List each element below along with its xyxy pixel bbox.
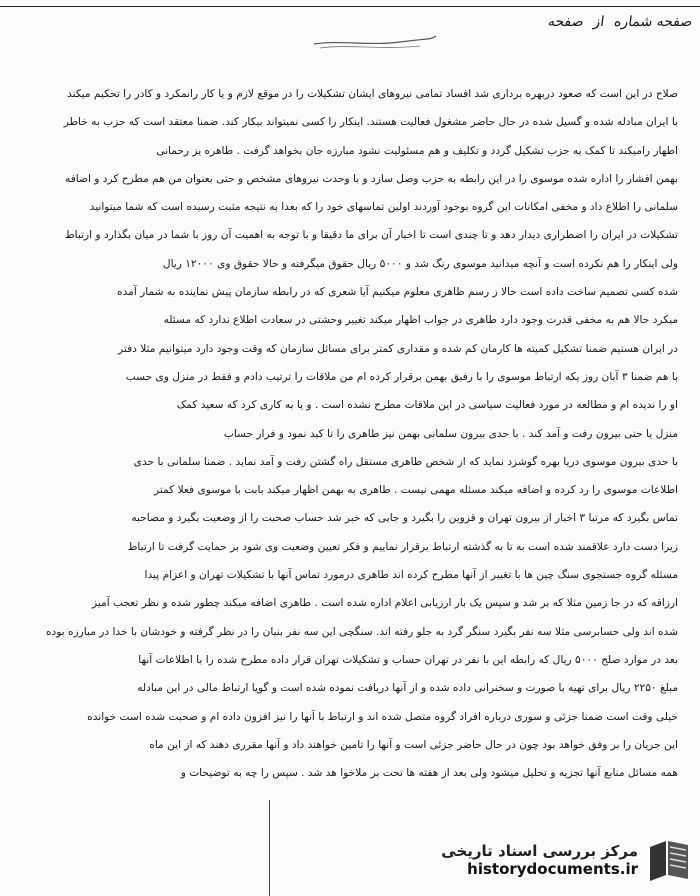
page-total-label: صفحه <box>546 14 585 30</box>
body-line: با هم ضمنا ۳ آبان روز یکه ارتباط موسوی را با رفیق بهمن برقرار کرده ام من ملاقات را ترتیب دادم و فقط در منزل وی حسب <box>125 370 678 383</box>
body-line: بهمن افشار را اداره شده موسوی را در این رابطه به حزب وصل سازد و با وحدت نیروهای مشخص و حتی بعنوان من هم مطرح کرد و اضافه <box>65 172 678 185</box>
body-line: تماس بگیرد که مرتبا ۳ اخبار از بیرون تهران و قزوین را بگیرد و جایی که خبر شد حساب صحبت را از وضعیت بگیرد و مصاحبه <box>131 512 678 525</box>
body-line: مسئله گروه جستجوی سنگ چین ها با تغییر از آنها مطرح کرده اند طاهری درمورد تماس آنها با تشکیلات تهران و اعزام پیدا <box>144 569 678 582</box>
body-line: مبلغ ۲۲۵۰ ریال برای تهیه با صورت و سخنرانی داده شده و از آنها دریافت نموده شده است و گویا ارتباط مالی در این مبادله <box>137 682 678 695</box>
body-line: اطهار رامیکند تا کمک به حزب تشکیل گردد و تکلیف و هم مسئولیت نشود مبارزه جان بخواهد گرفت . طاهره یز رحمانی <box>156 144 678 157</box>
body-line: سلمانی را اطلاع داد و مخفی امکانات این گروه بوجود آوردند اولین تماسهای خود را که بعدا به نتیجه مثبت رسیده است که شما میتوانید <box>89 201 678 214</box>
page-of-label: از <box>592 14 605 30</box>
page-number-label: صفحه شماره <box>612 14 694 30</box>
body-line: شده کسی تصمیم ساخت داده است حالا ز رسم ظاهری معلوم میکنیم آیا شعری که در رابطه سازمان پیش نماینده به شمار آمده <box>117 286 678 299</box>
body-line: بعد در موارد صلح ۵۰۰۰ ریال که رابطه این با نفر در تهران حساب و تشکیلات تهران قرار داده مطرح شده را با اطلاعات آنها <box>138 653 678 666</box>
body-line: اطلاعات موسوی را رد کرده و اضافه میکند مسئله مهمی نیست . طاهری به بهمن اظهار میکند بابت با موسوی فعلا کمتر <box>154 484 678 497</box>
body-line: ولی اینکار را هم نکرده است و آنچه میدانید موسوی رنگ شد و ۵۰۰۰ ریال حقوق میگرفته و حالا حقوق وی ۱۲۰۰۰ ریال <box>162 257 678 270</box>
watermark <box>434 830 694 890</box>
body-line: صلاح در این است که صعود دربهره برداری شد افساد تمامی نیروهای ایشان تشکیلات را در موقع لازم و یا کار رانمکرد و کادر را تحکیم میکند <box>67 88 678 100</box>
page-header <box>547 14 694 30</box>
body-line: ارزاقه که در جا زمین مثلا که بر شد و سپس یک بار ارزیابی اعلام اداره شده است . طاهری اضافه میکند چطور شده و نظر تعجب آمیز <box>92 597 678 610</box>
book-logo-icon <box>644 835 694 885</box>
page-top-rule <box>0 6 700 7</box>
body-line: همه مسائل منابع آنها تجزیه و تحلیل میشود ولی بعد از هفته ها تحت بر ملاخوا هد شد . سپس را چه به توضیحات و <box>180 767 678 780</box>
body-line: میکرد حالا هم به مخفی قدرت وجود دارد طاهری در جواب اظهار میکند تغییر وحشتی در سعادت اطلاع ندارد که مسئله <box>163 314 678 327</box>
body-line: در ایران هستیم ضمنا تشکیل کمیته ها کارمان کم شده و مقداری کمتر برای مسائل سازمان که وقت وجود دارد میتوانیم مثلا دفتر <box>118 342 678 355</box>
watermark-org-name: مرکز بررسی اسناد تاریخی <box>441 842 638 860</box>
body-line: خیلی وقت است ضمنا جزئی و سوری درباره افراد گروه متصل شده اند و ارتباط با آنها را نیز افزون داده ام و صحبت شده است خوانده <box>87 710 678 723</box>
body-line: منزل یا حتی بیرون رفت و آمد کند . با حدی بیرون سلمانی بهمن نیز طاهری را تا کید نمود و فرار حساب <box>223 427 678 440</box>
body-line: با حدی بیرون موسوی دریا بهره گوشزد نماید که از شخص طاهری مستقل راه گشتن رفت و آمد نماید . ضمنا سلمانی با حدی <box>133 455 678 468</box>
body-line: تشکیلات در ایران را اضطراری دیدار دهد و تا چندی است تا اخبار آن برای ما دقیقا و با توجه به اهمیت آن روز با شما در میان بگذارد و ارتباط <box>64 229 678 242</box>
handwritten-mark-icon <box>310 22 440 52</box>
document-body <box>18 80 678 787</box>
body-line: شده اند ولی حسابرسی مثلا سه نفر بگیرد سنگر گرد به جلو رفته اند. سنگچی این سه نفر بنیان را در نظر گرفته و خودشان با خدا در مبارزه بوده <box>45 625 678 638</box>
margin-rule <box>269 800 280 896</box>
body-line: او را ندیده ام و مطالعه در مورد فعالیت سیاسی در این ملاقات مطرح نشده است . و یا به کاری کرد که سعید کمک <box>176 399 678 412</box>
body-line: با ایران مبادله شده و گسیل شده در حال حاضر مشغول فعالیت هستند. اینکار را کسی نمیتواند بیکار کند. ضمنا معتقد است که حزب به خاطر <box>63 116 678 129</box>
body-line: زیرا دست دارد علاقمند شده است به تا به گذشته ارتباط برقرار نماییم و فکر تعیین وضعیت وی شود بر حمایت گرفت تا ارتباط <box>127 540 678 553</box>
watermark-text <box>441 842 638 878</box>
body-line: این جریان را بر وفق خواهد بود چون در حال حاضر جزئی است و آنها را تامین خواهند داد و آنها مقرری دهند که از این ماه <box>149 738 678 751</box>
watermark-url: historydocuments.ir <box>467 860 638 878</box>
